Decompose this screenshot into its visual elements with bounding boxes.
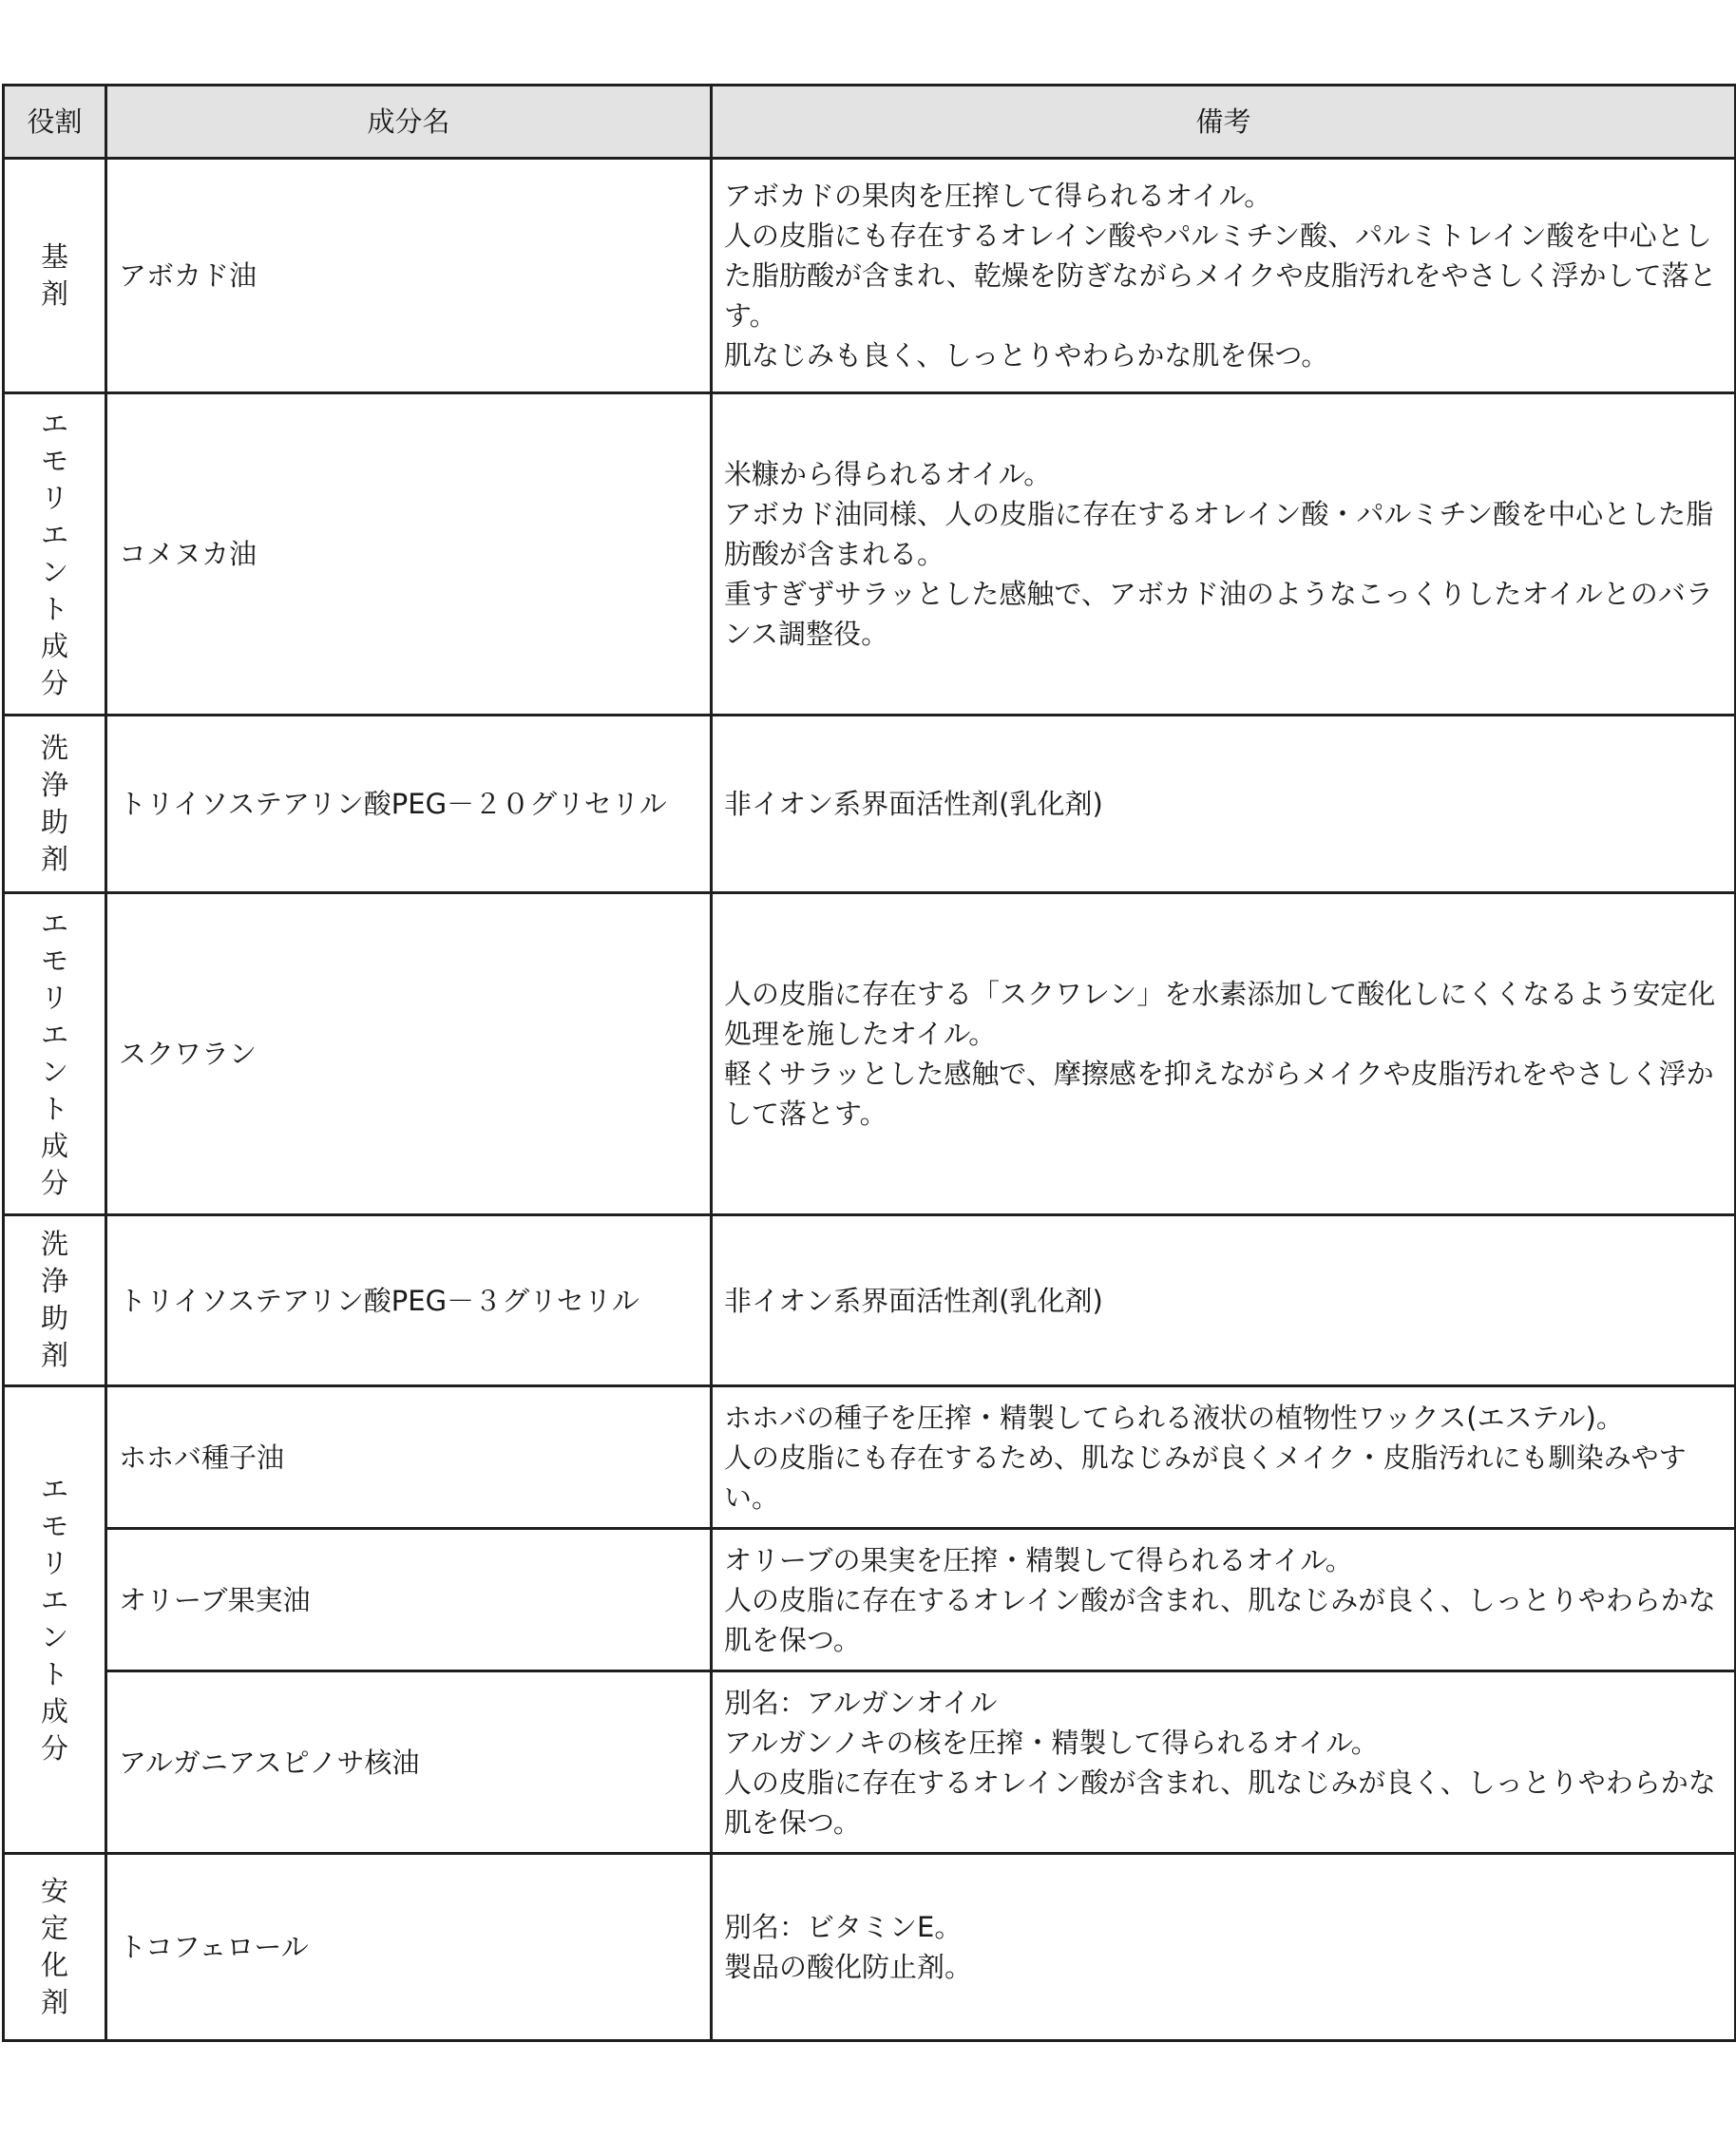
ingredient-note [712,159,1736,393]
role-label: 安定化剤 [40,1874,68,2018]
role-cell [4,1854,106,2041]
note-line: 肌なじみも良く、しっとりやわらかな肌を保つ。 [724,339,1329,372]
ingredient-note [712,1854,1736,2041]
table-row [4,159,1736,393]
ingredient-name: アボカド油 [106,159,712,393]
ingredient-name: コメヌカ油 [106,393,712,716]
note-line: アボカド油同様、人の皮脂に存在するオレイン酸・パルミチン酸を中心とした脂肪酸が含まれる。 [724,498,1714,570]
table-row [4,1386,1736,1529]
ingredient-note [712,393,1736,716]
note-line: ホホバの種子を圧搾・精製してられる液状の植物性ワックス(エステル)。 [724,1401,1624,1434]
note-line: 別名：アルガンオイル [724,1686,998,1719]
table-body [4,159,1736,2041]
role-cell [4,1215,106,1386]
ingredient-name: オリーブ果実油 [106,1529,712,1671]
role-label: 洗浄助剤 [40,731,68,875]
note-line: 非イオン系界面活性剤(乳化剤) [724,1284,1103,1317]
ingredient-name: ホホバ種子油 [106,1386,712,1529]
ingredient-note [712,1386,1736,1529]
note-line: アボカドの果肉を圧搾して得られるオイル。 [724,180,1272,212]
note-line: アルガンノキの核を圧搾・精製して得られるオイル。 [724,1726,1379,1759]
ingredient-note [712,1671,1736,1854]
note-line: 非イオン系界面活性剤(乳化剤) [724,788,1103,820]
header-role: 役割 [4,86,106,159]
ingredient-name: トコフェロール [106,1854,712,2041]
table-header [4,86,1736,159]
note-line: 人の皮脂に存在する「スクワレン」を水素添加して酸化しにくくなるよう安定化処理を施したオイル。 [724,978,1716,1050]
header-note: 備考 [712,86,1736,159]
role-label: エモリエント成分 [40,1473,68,1765]
ingredients-table [2,84,1736,2042]
note-line: オリーブの果実を圧搾・精製して得られるオイル。 [724,1543,1353,1576]
note-line: 人の皮脂に存在するオレイン酸が含まれ、肌なじみが良く、しっとりやわらかな肌を保つ。 [724,1766,1716,1839]
ingredient-note [712,716,1736,893]
header-ingredient-name: 成分名 [106,86,712,159]
role-label: 洗浄助剤 [40,1228,68,1371]
role-cell [4,159,106,393]
table-header-row [4,86,1736,159]
table-row [4,716,1736,893]
ingredient-name: アルガニアスピノサ核油 [106,1671,712,1854]
ingredient-note [712,1215,1736,1386]
note-line: 製品の酸化防止剤。 [724,1951,973,1983]
ingredient-note [712,893,1736,1215]
role-label: 基剤 [40,239,68,310]
role-cell [4,1386,106,1854]
table-row [4,893,1736,1215]
role-label: エモリエント成分 [40,907,68,1199]
role-cell [4,393,106,716]
table-row [4,1215,1736,1386]
note-line: 別名：ビタミンE。 [724,1911,963,1943]
ingredient-note [712,1529,1736,1671]
table-row [4,1529,1736,1671]
table-row [4,393,1736,716]
note-line: 重すぎずサラッとした感触で、アボカド油のようなこっくりしたオイルとのバランス調整役。 [724,578,1713,650]
note-line: 米糠から得られるオイル。 [724,458,1052,490]
note-line: 人の皮脂に存在するオレイン酸が含まれ、肌なじみが良く、しっとりやわらかな肌を保つ。 [724,1583,1716,1656]
note-line: 人の皮脂にも存在するため、肌なじみが良くメイク・皮脂汚れにも馴染みやすい。 [724,1441,1687,1514]
note-line: 人の皮脂にも存在するオレイン酸やパルミチン酸、パルミトレイン酸を中心とした脂肪酸が含まれ、乾燥を防ぎながらメイクや皮脂汚れをやさしく浮かして落とす。 [724,220,1717,332]
ingredient-name: トリイソステアリン酸PEG－３グリセリル [106,1215,712,1386]
ingredient-name: トリイソステアリン酸PEG－２０グリセリル [106,716,712,893]
table-row [4,1671,1736,1854]
note-line: 軽くサラッとした感触で、摩擦感を抑えながらメイクや皮脂汚れをやさしく浮かして落とす。 [724,1058,1714,1130]
table-row [4,1854,1736,2041]
role-cell [4,893,106,1215]
ingredient-name: スクワラン [106,893,712,1215]
role-label: エモリエント成分 [40,407,68,699]
role-cell [4,716,106,893]
